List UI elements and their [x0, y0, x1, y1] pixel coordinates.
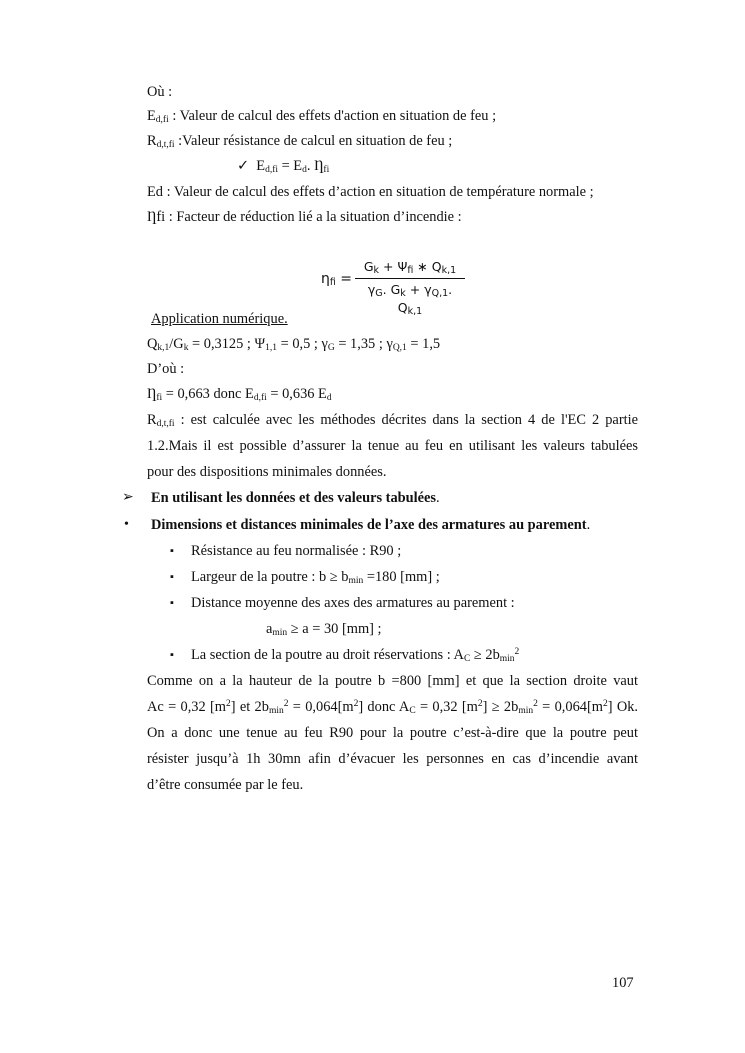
s: min [499, 654, 515, 664]
item-resistance: Résistance au feu normalisée : R90 ; [191, 543, 402, 559]
sup: 2 [283, 699, 289, 709]
def-eta [147, 208, 462, 226]
s: d,fi [253, 393, 267, 403]
s1: d,fi [265, 165, 278, 175]
para1-line3: pour des dispositions minimales données. [147, 464, 387, 480]
s: Q,1 [392, 343, 407, 353]
eq: = E [278, 158, 303, 174]
t: ] et 2b [230, 699, 269, 715]
application-title: Application numérique. [151, 311, 288, 327]
formula-lhs [321, 271, 352, 287]
s: C [409, 706, 416, 716]
para3-line3: d’être consumée par le feu. [147, 777, 304, 793]
square-bullet-icon: ▪ [170, 649, 174, 661]
para1-line1 [147, 411, 638, 429]
s: min [348, 576, 364, 586]
para3-line1: On a donc une tenue au feu R90 pour la poutre c’est-à-dire que la poutre peut [147, 725, 638, 741]
eta: Ƞ [314, 158, 324, 174]
para3-line2: résister jusqu’à 1h 30mn afin d’évacuer les personnes en cas d’incendie avant [147, 751, 638, 767]
dot-bullet-icon: • [124, 517, 129, 532]
para1-line2: 1.2.Mais il est possible d’assurer la tenue au feu en utilisant les valeurs tabulées [147, 438, 638, 454]
eta: Ƞ [147, 386, 157, 402]
t: Ac = 0,32 [m [147, 699, 226, 715]
def-rdtfi [147, 132, 452, 150]
item-section [191, 646, 519, 664]
text: :Valeur résistance de calcul en situation de feu ; [174, 133, 453, 149]
t: = 0,636 E [266, 386, 327, 402]
sup: 2 [602, 699, 608, 709]
application-values [147, 335, 440, 353]
sup: 2 [533, 699, 538, 709]
numerator [355, 258, 465, 276]
t: : est calculée avec les méthodes décrites dans la section 4 de l'EC 2 partie [174, 412, 638, 428]
check-icon: ✓ [237, 158, 250, 174]
bold: Dimensions et distances minimales de l’axe des armatures au parement [151, 517, 587, 533]
t: γ [367, 282, 376, 297]
s3: fi [323, 165, 330, 175]
t: = 0,064[m [288, 699, 354, 715]
t: G [363, 259, 374, 274]
sup: 2 [353, 699, 359, 709]
sub: d,fi [155, 115, 169, 125]
sym: E [147, 108, 156, 124]
def-ed: Ed : Valeur de calcul des effets d’action en situation de température normale ; [147, 184, 594, 200]
ou-label: Où : [147, 84, 173, 100]
s: G [327, 343, 335, 353]
t: a [266, 621, 273, 637]
t: = 0,663 donc E [162, 386, 254, 402]
s2: d [302, 165, 307, 175]
t: ≥ 2b [470, 647, 500, 663]
item-largeur [191, 568, 440, 586]
text: : Valeur de calcul des effets d'action en situation de feu ; [168, 108, 497, 124]
s: G [375, 288, 383, 299]
s: k,1 [407, 306, 423, 317]
sup: 2 [514, 647, 520, 657]
s: d,t,fi [156, 419, 175, 429]
para2-line1: Comme on a la hauteur de la poutre b =800 [mm] et que la section droite vaut [147, 673, 638, 689]
s: k [183, 343, 189, 353]
t: ≥ a = 30 [mm] ; [287, 621, 382, 637]
s: min [518, 706, 534, 716]
formula-fraction [355, 258, 465, 317]
s: k,1 [441, 265, 457, 276]
t: = 0,32 [m [415, 699, 478, 715]
eta: Ƞ [147, 209, 157, 225]
item-distance-value [266, 620, 382, 638]
arrow-bullet-icon: ➢ [122, 490, 134, 505]
t: ] Ok. [607, 699, 639, 715]
t: ∗ Q [413, 259, 442, 274]
t: . [436, 490, 440, 506]
fraction-bar [355, 278, 465, 279]
sup: 2 [226, 699, 231, 709]
sym: R [147, 412, 157, 428]
t: + γ [405, 282, 432, 297]
result-line [147, 385, 332, 403]
s: k [373, 265, 380, 276]
para2-line2 [147, 698, 638, 716]
square-bullet-icon: ▪ [170, 597, 174, 609]
t: = 0,064[m [537, 699, 603, 715]
t: . Q [397, 282, 453, 315]
sup: 2 [477, 699, 483, 709]
t: =180 [mm] ; [363, 569, 440, 585]
def-edfi [147, 107, 496, 125]
eta: η [321, 271, 330, 287]
s: C [463, 654, 471, 664]
s: d [326, 393, 332, 403]
t: Q [147, 336, 158, 352]
square-bullet-icon: ▪ [170, 571, 174, 583]
denominator [355, 281, 465, 317]
bold: En utilisant les données et des valeurs tabulées [151, 490, 437, 506]
eq: = [335, 271, 353, 287]
s: min [272, 628, 288, 638]
t: + Ψ [379, 259, 408, 274]
t: Largeur de la poutre : b ≥ b [191, 569, 349, 585]
s: Q,1 [431, 288, 449, 299]
t: = 0,3125 ; Ψ [188, 336, 266, 352]
t: = 0,5 ; γ [277, 336, 328, 352]
t: /G [169, 336, 184, 352]
t: La section de la poutre au droit réservations : A [191, 647, 464, 663]
check-equation [237, 157, 329, 175]
s: k,1 [157, 343, 170, 353]
sym: R [147, 133, 157, 149]
s: fi [156, 393, 163, 403]
t: = 1,35 ; γ [334, 336, 393, 352]
bullet2-text [151, 516, 590, 534]
page-number: 107 [612, 975, 634, 991]
t: ] donc A [358, 699, 410, 715]
eta-formula [321, 258, 471, 317]
t: = 1,5 [406, 336, 441, 352]
lhs-sub: fi [329, 277, 336, 288]
bullet1-text [151, 489, 440, 507]
t: . [586, 517, 591, 533]
dot: . [306, 158, 315, 174]
item-distance: Distance moyenne des axes des armatures au parement : [191, 595, 515, 611]
t: . G [382, 282, 401, 297]
text: fi : Facteur de réduction lié a la situation d’incendie : [156, 209, 462, 225]
s: fi [407, 265, 414, 276]
s: min [268, 706, 284, 716]
sub: d,t,fi [156, 140, 175, 150]
e: E [256, 158, 266, 174]
s: k [400, 288, 406, 299]
t: ] ≥ 2b [482, 699, 519, 715]
dou-label: D’où : [147, 361, 185, 377]
s: 1,1 [265, 343, 278, 353]
square-bullet-icon: ▪ [170, 545, 174, 557]
